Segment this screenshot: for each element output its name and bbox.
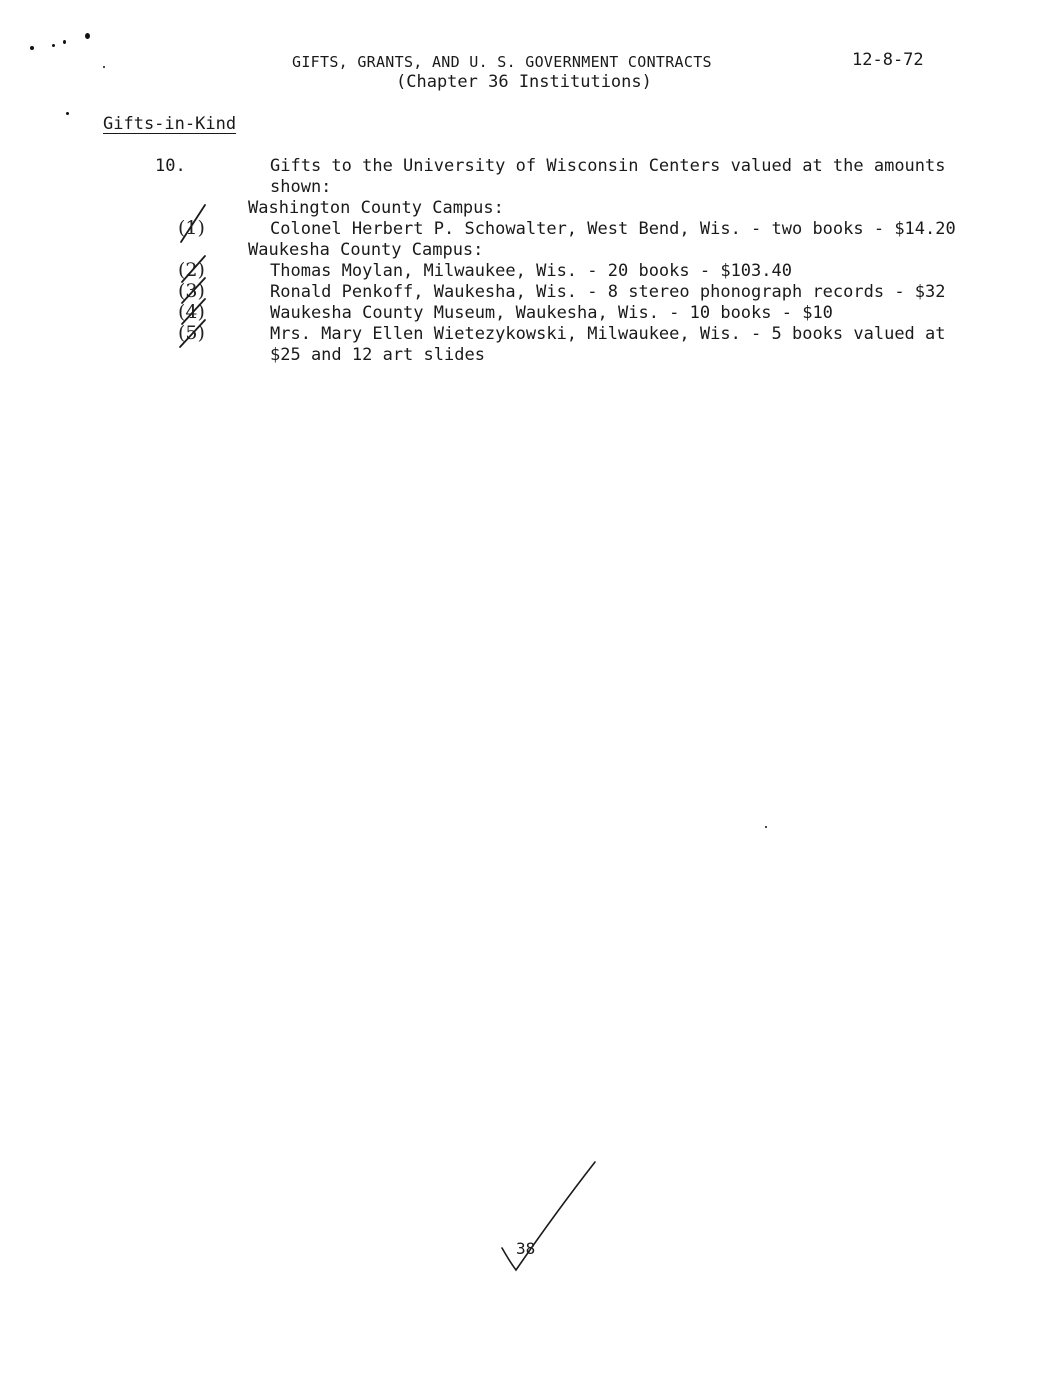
gift-entry-3: Ronald Penkoff, Waukesha, Wis. - 8 stereo phonograph records - $32 bbox=[270, 282, 946, 302]
document-subtitle: (Chapter 36 Institutions) bbox=[396, 72, 652, 92]
item-intro-line-1: Gifts to the University of Wisconsin Centers valued at the amounts bbox=[270, 156, 946, 176]
item-intro-line-2: shown: bbox=[270, 177, 332, 197]
document-date: 12-8-72 bbox=[852, 50, 924, 70]
gift-entry-5-line-2: $25 and 12 art slides bbox=[270, 345, 485, 365]
entry-marker-5: (5) bbox=[178, 322, 205, 344]
gift-entry-4: Waukesha County Museum, Waukesha, Wis. - 10 books - $10 bbox=[270, 303, 833, 323]
item-number: 10. bbox=[155, 156, 186, 176]
entry-marker-4: (4) bbox=[178, 301, 205, 323]
campus-heading-washington: Washington County Campus: bbox=[248, 198, 504, 218]
entry-marker-2: (2) bbox=[178, 259, 205, 281]
entry-marker-1: (1) bbox=[178, 217, 205, 239]
section-heading: Gifts-in-Kind bbox=[103, 114, 237, 134]
gift-entry-2: Thomas Moylan, Milwaukee, Wis. - 20 books - $103.40 bbox=[270, 261, 792, 281]
gift-entry-1: Colonel Herbert P. Schowalter, West Bend, Wis. - two books - $14.20 bbox=[270, 219, 956, 239]
campus-heading-waukesha: Waukesha County Campus: bbox=[248, 240, 484, 260]
document-title: GIFTS, GRANTS, AND U. S. GOVERNMENT CONTRACTS bbox=[292, 53, 712, 71]
page-number: 38 bbox=[516, 1239, 536, 1258]
gift-entry-5-line-1: Mrs. Mary Ellen Wietezykowski, Milwaukee, Wis. - 5 books valued at bbox=[270, 324, 946, 344]
entry-marker-3: (3) bbox=[178, 280, 205, 302]
